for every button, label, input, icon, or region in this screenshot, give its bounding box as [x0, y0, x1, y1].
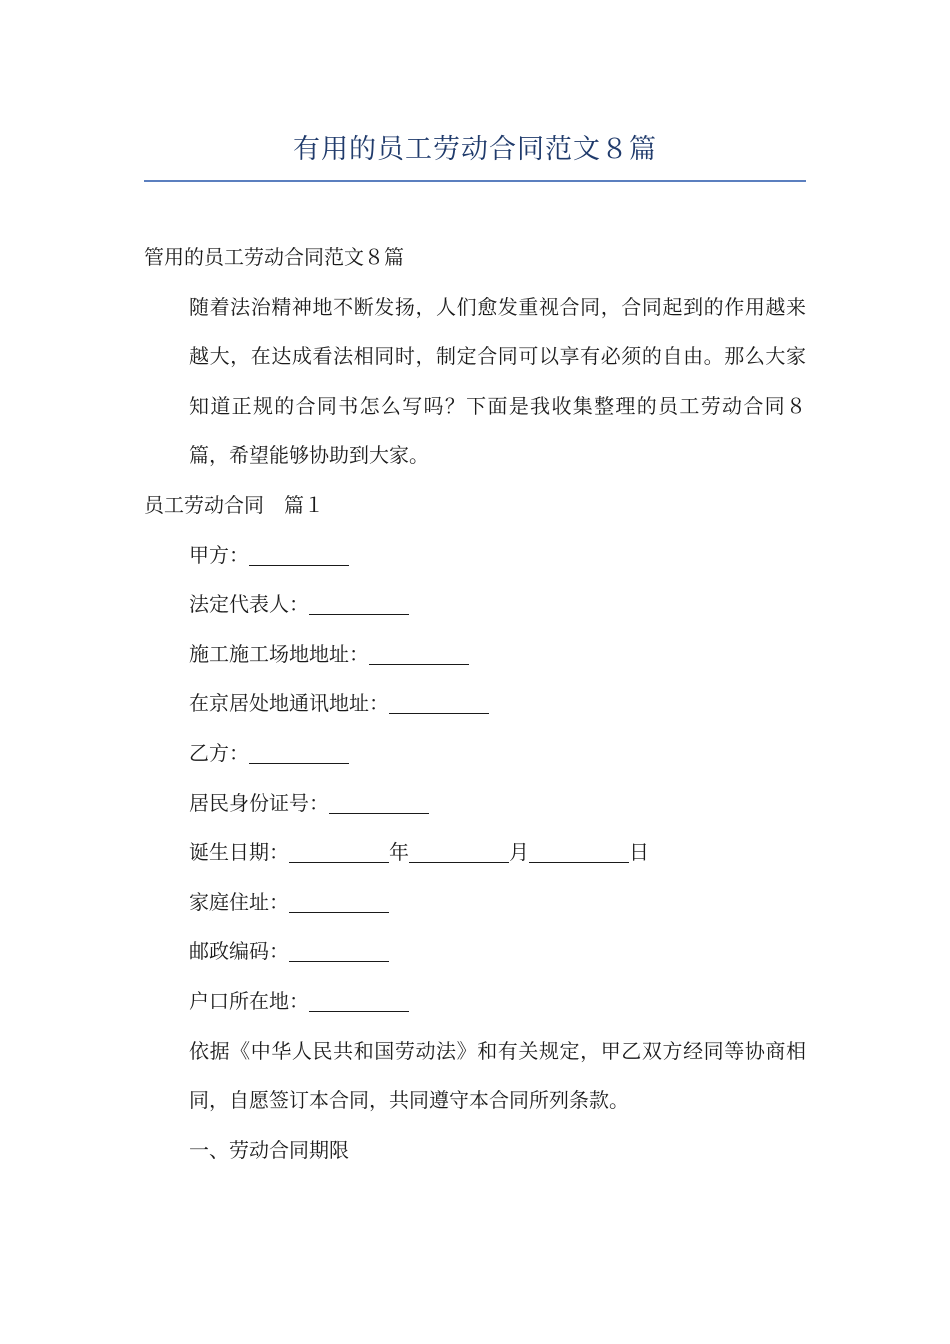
intro-paragraph: 随着法治精神地不断发扬，人们愈发重视合同，合同起到的作用越来越大，在达成看法相同时，制定合同可以享有必须的自由。那么大家知道正规的合同书怎么写吗？下面是我收集整理的员工劳动合同８篇，希望能够协助到大家。 — [189, 294, 806, 468]
blank-line — [409, 842, 509, 863]
blank-line — [369, 644, 469, 665]
document-subtitle: 管用的员工劳动合同范文８篇 — [144, 245, 404, 269]
basis-paragraph: 依据《中华人民共和国劳动法》和有关规定，甲乙双方经同等协商相同，自愿签订本合同，共同遵守本合同所列条款。 — [189, 1038, 806, 1113]
field-label: 诞生日期： — [189, 840, 289, 865]
year-label: 年 — [389, 840, 409, 865]
field-label: 居民身份证号： — [189, 790, 329, 815]
field-label: 甲方： — [189, 542, 249, 567]
field-label: 乙方： — [189, 740, 249, 765]
field-mail-address — [144, 679, 806, 729]
field-label: 邮政编码： — [189, 939, 289, 964]
title-underline — [144, 180, 806, 182]
blank-line — [289, 941, 389, 962]
blank-line — [309, 991, 409, 1012]
field-id-number — [144, 779, 806, 829]
field-party-a — [144, 531, 806, 581]
blank-line — [529, 842, 629, 863]
field-label: 家庭住址： — [189, 889, 289, 914]
field-hukou-location — [144, 977, 806, 1027]
blank-line — [249, 545, 349, 566]
field-label: 在京居处地通讯地址： — [189, 691, 389, 716]
blank-line — [289, 892, 389, 913]
field-label: 施工施工场地地址： — [189, 641, 369, 666]
blank-line — [309, 594, 409, 615]
blank-line — [389, 693, 489, 714]
field-site-address — [144, 630, 806, 680]
blank-line — [329, 793, 429, 814]
field-label: 法定代表人： — [189, 592, 309, 617]
field-home-address — [144, 878, 806, 928]
month-label: 月 — [509, 840, 529, 865]
section-heading: 员工劳动合同 篇１ — [144, 492, 324, 517]
field-party-b — [144, 729, 806, 779]
day-label: 日 — [629, 840, 649, 865]
clause-1-heading: 一、劳动合同期限 — [189, 1137, 349, 1162]
field-label: 户口所在地： — [189, 988, 309, 1013]
field-postal-code — [144, 927, 806, 977]
field-legal-rep — [144, 580, 806, 630]
document-body — [144, 233, 806, 1175]
field-birth-date — [144, 828, 806, 878]
document-title: 有用的员工劳动合同范文８篇 — [293, 134, 657, 165]
blank-line — [249, 743, 349, 764]
blank-line — [289, 842, 389, 863]
